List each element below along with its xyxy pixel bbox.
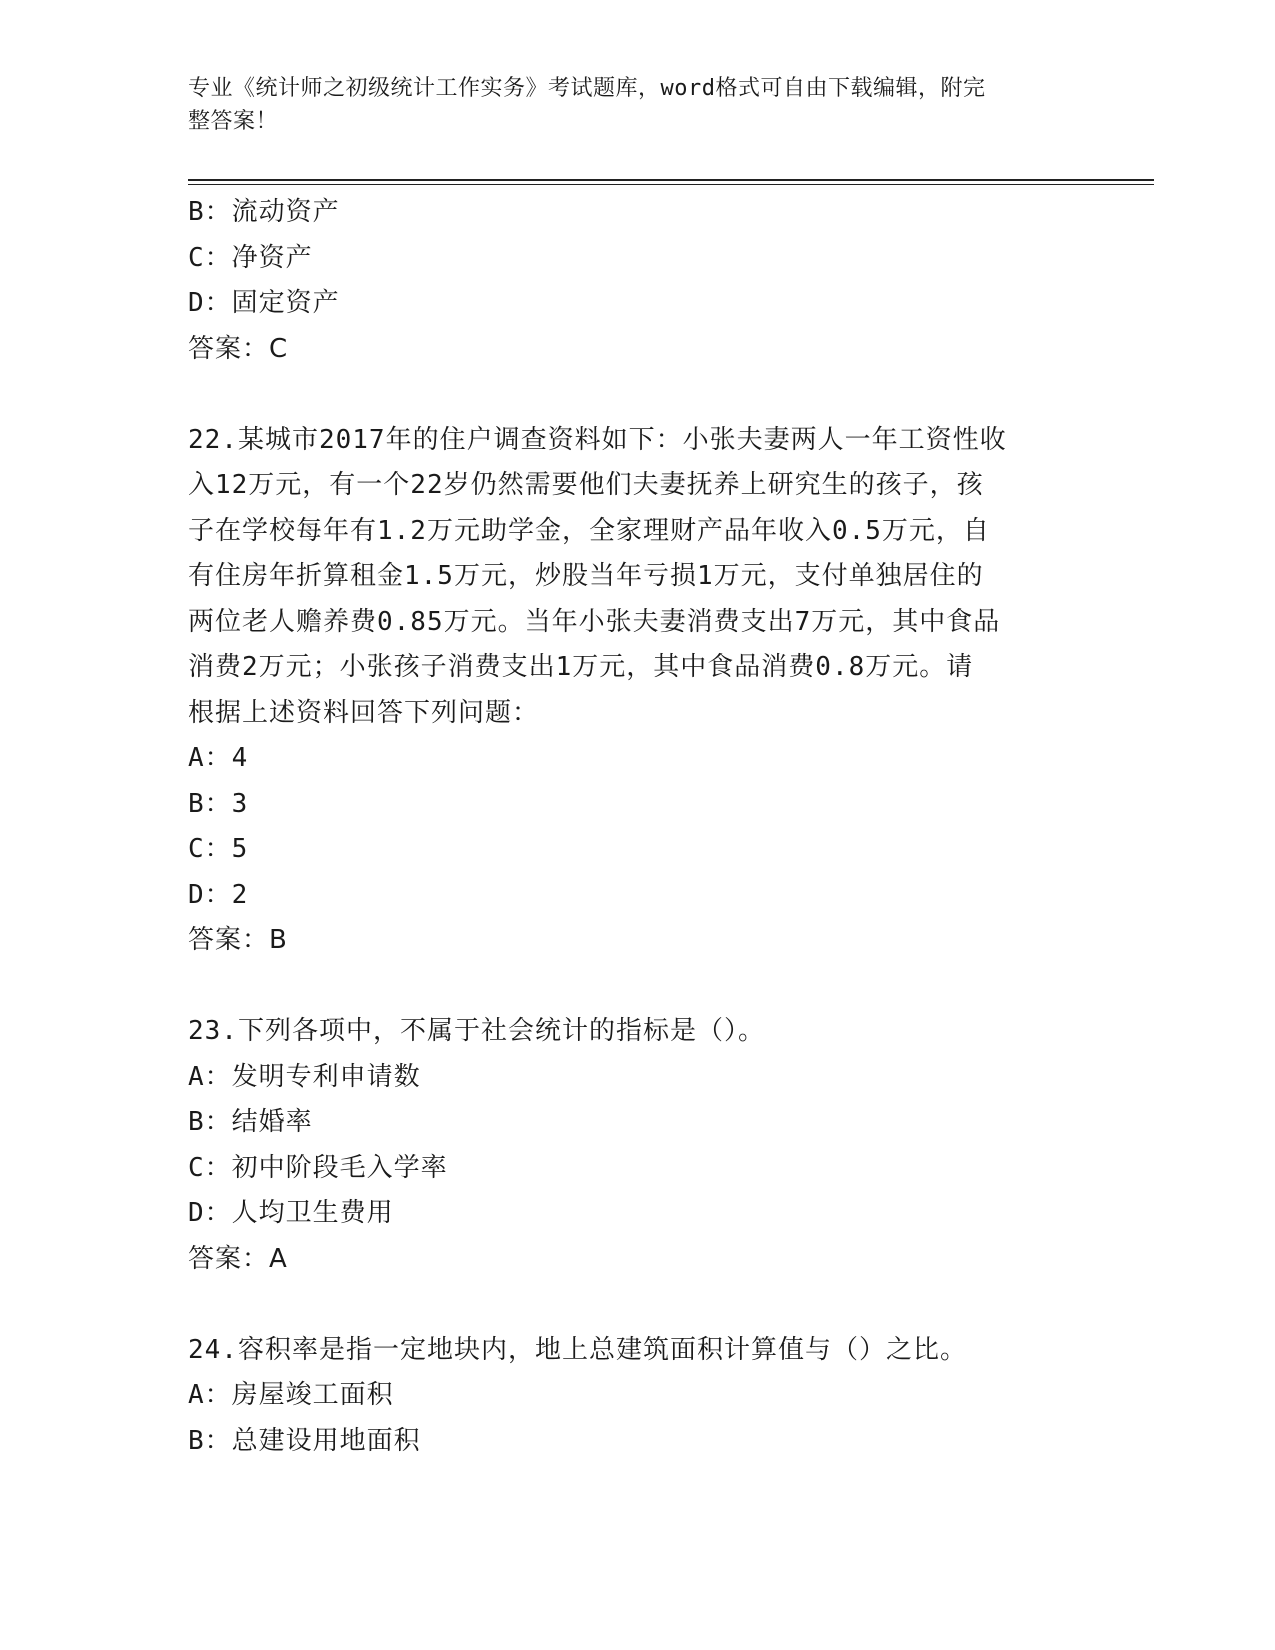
- question-stem-line: 入12万元，有一个22岁仍然需要他们夫妻抚养上研究生的孩子，孩: [188, 470, 984, 500]
- document-header: [188, 72, 1088, 138]
- header-line-2: 整答案！: [188, 109, 279, 134]
- option-d: D：固定资产: [188, 288, 340, 318]
- option-b: B：总建设用地面积: [188, 1425, 421, 1456]
- spacer: [188, 964, 1088, 1010]
- question-24: [188, 1328, 1088, 1465]
- option-c: C：5: [188, 834, 249, 864]
- option-b: B：结婚率: [188, 1107, 313, 1137]
- header-line-1: 专业《统计师之初级统计工作实务》考试题库，word格式可自由下载编辑，附完: [188, 76, 986, 101]
- answer-line: 答案：A: [188, 1243, 288, 1274]
- option-c: C：初中阶段毛入学率: [188, 1152, 448, 1183]
- question-stem: 23.下列各项中，不属于社会统计的指标是（）。: [188, 1016, 765, 1046]
- option-a: A：发明专利申请数: [188, 1061, 421, 1092]
- question-list: [188, 190, 1088, 1464]
- question-stem-line: 子在学校每年有1.2万元助学金，全家理财产品年收入0.5万元，自: [188, 515, 990, 546]
- question-stem-line: 两位老人赡养费0.85万元。当年小张夫妻消费支出7万元，其中食品: [188, 606, 1001, 637]
- question-stem-line: 根据上述资料回答下列问题：: [188, 697, 540, 728]
- option-b: B：3: [188, 788, 249, 819]
- option-b: B：流动资产: [188, 197, 340, 227]
- question-stem-line: 有住房年折算租金1.5万元，炒股当年亏损1万元，支付单独居住的: [188, 561, 984, 591]
- spacer: [188, 372, 1088, 418]
- answer-line: 答案：C: [188, 333, 289, 364]
- spacer: [188, 1282, 1088, 1328]
- option-c: C：净资产: [188, 242, 313, 273]
- question-22: [188, 418, 1088, 964]
- header-divider-thin: [188, 184, 1154, 185]
- option-a: A：4: [188, 743, 249, 773]
- header-divider-thick: [188, 179, 1154, 181]
- answer-line: 答案：B: [188, 925, 288, 955]
- question-23: [188, 1009, 1088, 1282]
- question-stem-line: 22.某城市2017年的住户调查资料如下：小张夫妻两人一年工资性收: [188, 424, 1007, 455]
- question-stem-line: 消费2万元；小张孩子消费支出1万元，其中食品消费0.8万元。请: [188, 652, 974, 682]
- question-21: [188, 190, 1088, 372]
- option-a: A：房屋竣工面积: [188, 1380, 394, 1410]
- question-stem: 24.容积率是指一定地块内，地上总建筑面积计算值与（）之比。: [188, 1334, 967, 1365]
- option-d: D：人均卫生费用: [188, 1198, 394, 1228]
- option-d: D：2: [188, 879, 249, 910]
